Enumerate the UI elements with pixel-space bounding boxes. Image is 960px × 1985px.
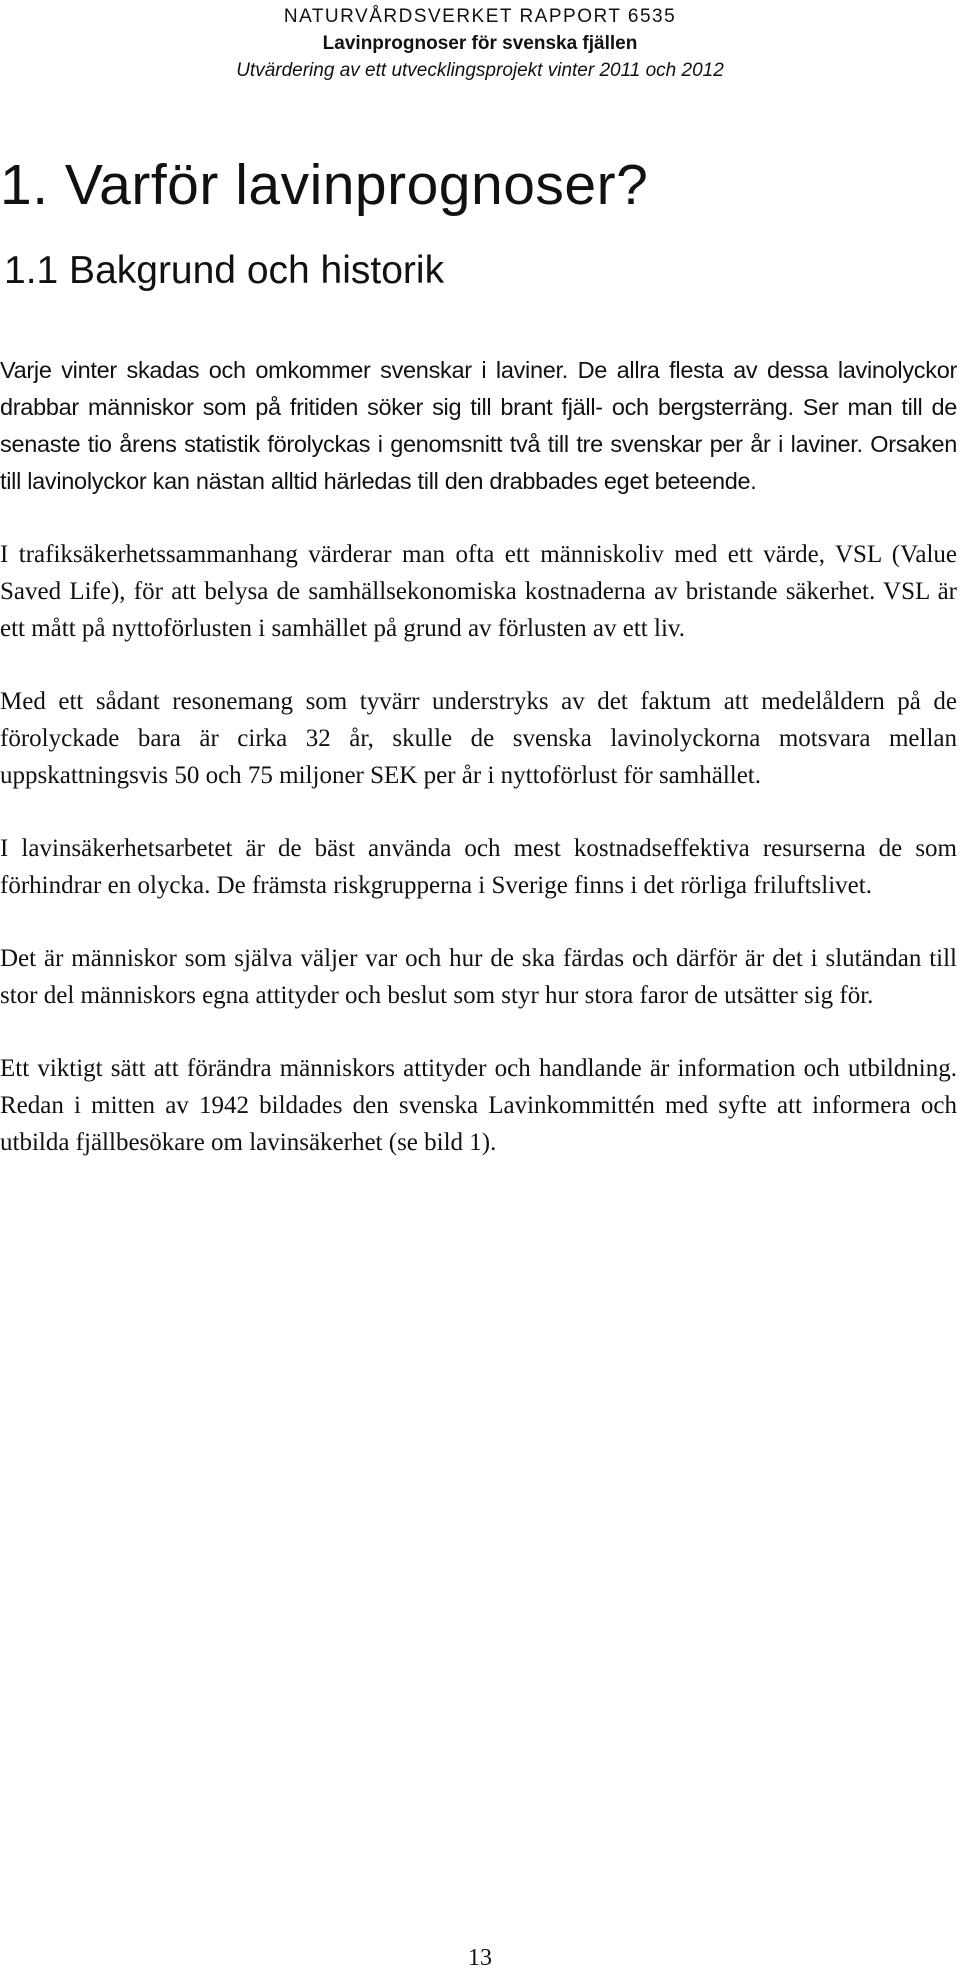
report-subtitle: Utvärdering av ett utvecklingsprojekt vinter 2011 och 2012 (236, 60, 724, 81)
paragraph-intro: Varje vinter skadas och omkommer svenskar i laviner. De allra flesta av dessa lavinolyckor drabbar människor som på fritiden söker sig till brant fjäll- och bergsterräng. Ser man till de senaste tio årens statistik förolyckas i genomsnitt två till tre svenskar per år i laviner. Orsaken till lavinolyckor kan nästan alltid härledas till den drabbades eget beteende. (0, 357, 957, 494)
report-series: NATURVÅRDSVERKET RAPPORT 6535 (283, 6, 677, 27)
paragraph-resources: I lavinsäkerhetsarbetet är de bäst använda och mest kostnadseffektiva resurserna de som förhindrar en olycka. De främsta riskgrupperna i Sverige finns i det rörliga friluftslivet. (0, 835, 957, 899)
paragraph-vsl: I trafiksäkerhetssammanhang värderar man ofta ett människoliv med ett värde, VSL (Value Saved Life), för att belysa de samhällsekonomiska kostnaderna av bristande säkerhet. VSL är ett mått på nyttoförlusten i samhället på grund av förlusten av ett liv. (0, 541, 957, 642)
chapter-title: 1. Varför lavinprognoser? (0, 153, 649, 217)
paragraph-cost: Med ett sådant resonemang som tyvärr understryks av det faktum att medelåldern på de förolyckade bara är cirka 32 år, skulle de svenska lavinolyckorna motsvara mellan uppskattningsvis 50 och 75 miljoner SEK per år i nyttoförlust för samhället. (0, 688, 957, 789)
section-title: 1.1 Bakgrund och historik (4, 249, 445, 292)
paragraph-attitudes: Det är människor som själva väljer var och hur de ska färdas och därför är det i slutändan till stor del människors egna attityder och beslut som styr hur stora faror de utsätter sig för. (0, 945, 957, 1009)
page-number: 13 (468, 1945, 492, 1971)
body-text (0, 352, 957, 1197)
report-title: Lavinprognoser för svenska fjällen (322, 33, 638, 54)
running-header (0, 0, 960, 84)
paragraph-education: Ett viktigt sätt att förändra människors attityder och handlande är information och utbildning. Redan i mitten av 1942 bildades den svenska Lavinkommittén med syfte att informera och utbilda fjällbesökare om lavinsäkerhet (se bild 1). (0, 1055, 957, 1156)
